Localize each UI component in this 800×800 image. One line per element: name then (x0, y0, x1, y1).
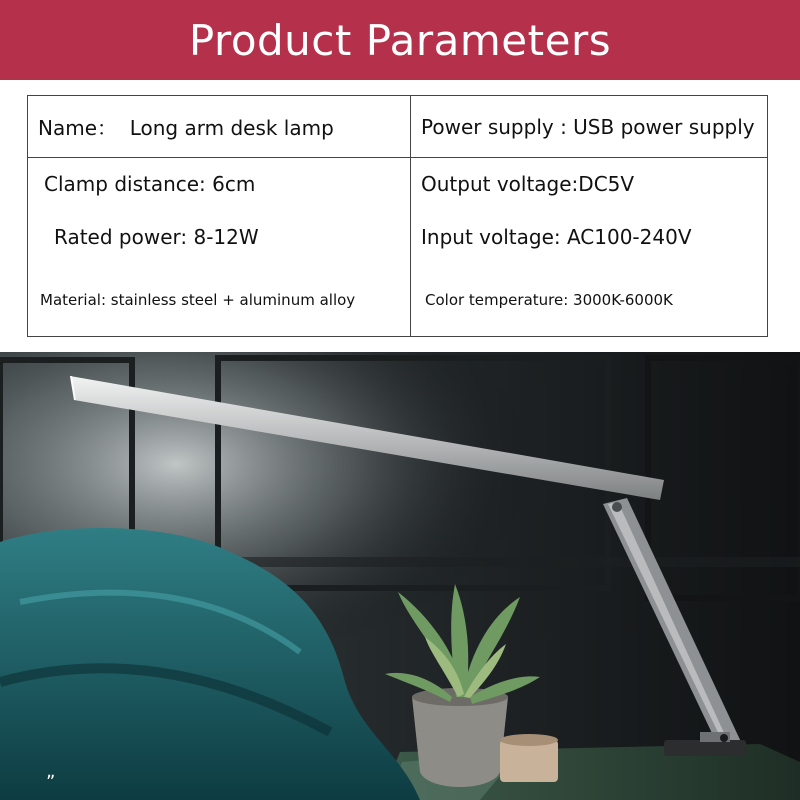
param-power-supply: Power supply : USB power supply (411, 96, 767, 158)
product-photo (0, 352, 800, 800)
plant-pot (412, 697, 508, 787)
param-color-temperature: Color temperature: 3000K-6000K (425, 291, 673, 309)
candle-holder (500, 740, 558, 782)
lamp-clamp (664, 740, 746, 756)
param-clamp-distance: Clamp distance: 6cm (28, 158, 411, 210)
page-title: Product Parameters (188, 15, 612, 65)
param-output-voltage: Output voltage:DC5V (421, 172, 635, 196)
param-name: Name： Long arm desk lamp (28, 96, 411, 158)
parameters-table (27, 95, 768, 337)
param-rated-power: Rated power: 8-12W (28, 210, 411, 264)
param-input-voltage: Input voltage: AC100-240V (421, 225, 692, 249)
header-banner (0, 0, 800, 80)
param-material: Material: stainless steel + aluminum alloy (28, 264, 411, 336)
photo-mark: „ (46, 761, 56, 782)
